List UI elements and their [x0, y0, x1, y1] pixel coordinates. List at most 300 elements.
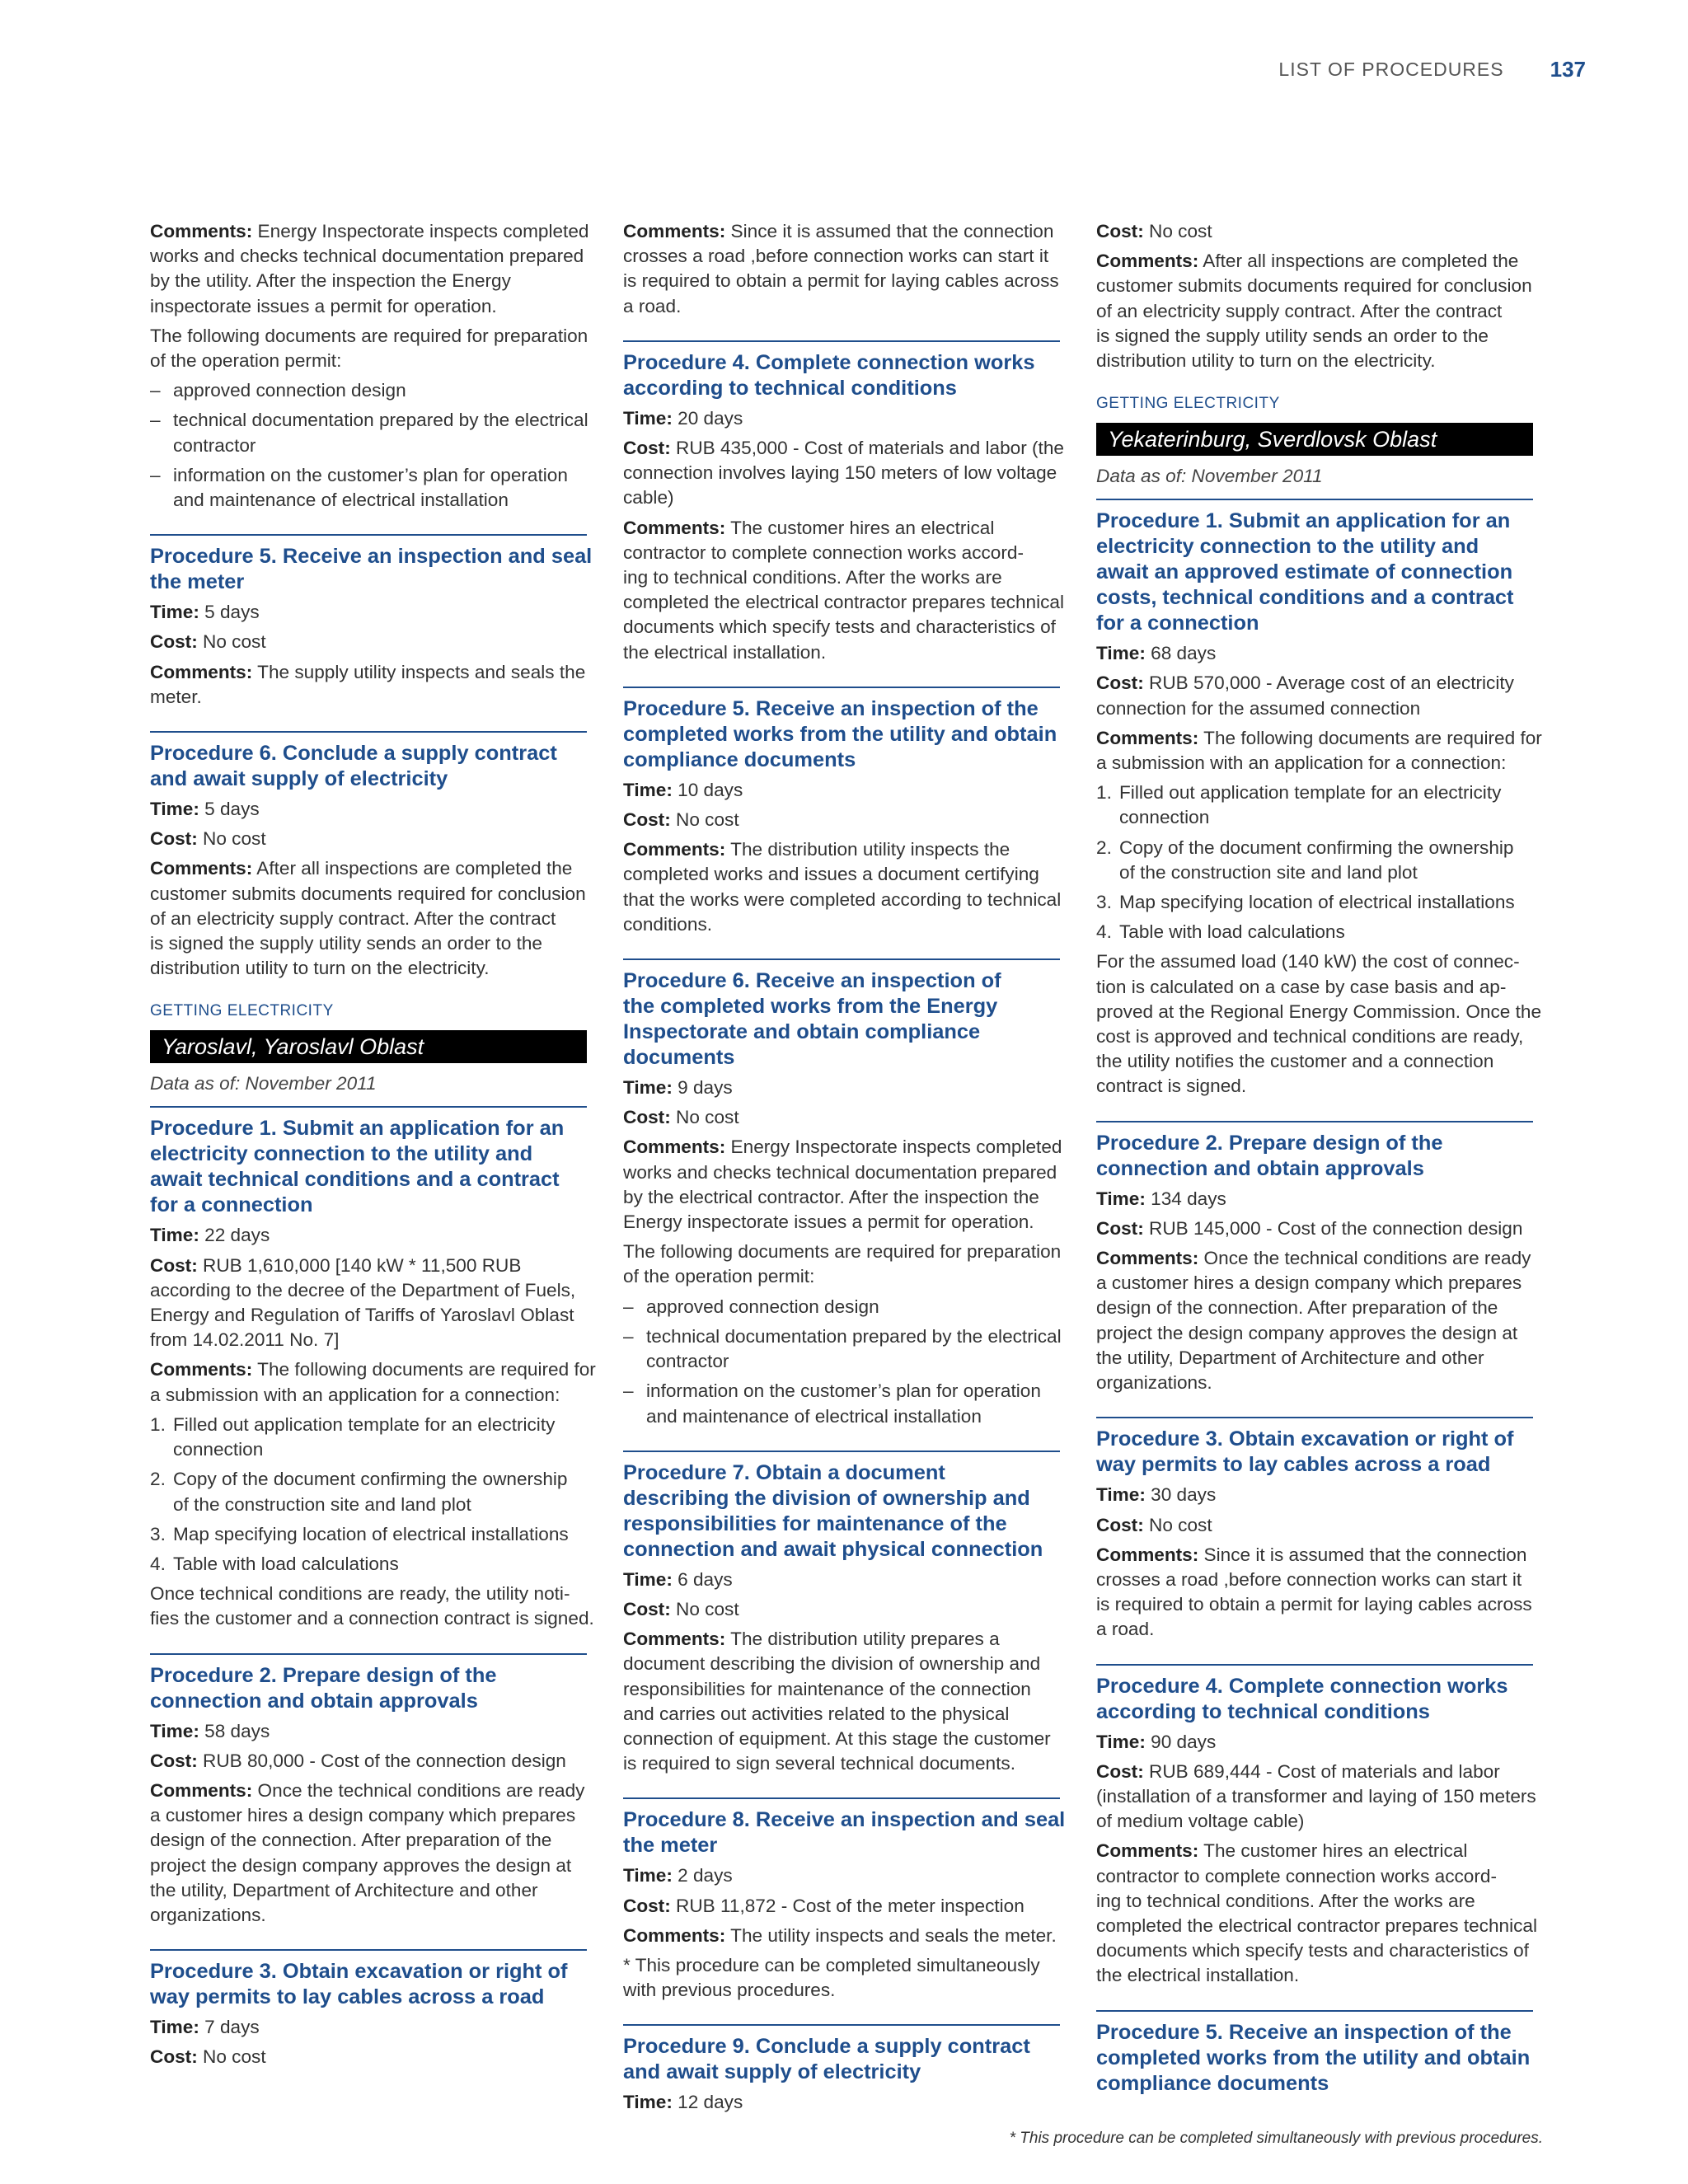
procedure-title-line: responsibilities for maintenance of the	[623, 1511, 1007, 1535]
line-text: 7 days	[199, 2017, 260, 2038]
list-marker: 4.	[1096, 921, 1112, 943]
text-line	[623, 1160, 1060, 1185]
field-label: Time:	[150, 2017, 199, 2038]
text-line	[1096, 1321, 1533, 1346]
line-text: 22 days	[199, 1225, 270, 1246]
text-line	[623, 541, 1060, 565]
text-line	[1096, 1346, 1533, 1371]
procedure-title-line: Inspectorate and obtain compliance	[623, 1020, 981, 1044]
list-item-line: Map specifying location of electrical installations	[173, 1523, 569, 1544]
field-label: Comments:	[623, 839, 726, 860]
line-text: a submission with an application for a connection:	[1096, 752, 1507, 774]
text-line	[623, 1924, 1060, 1948]
text-line	[1096, 1760, 1533, 1784]
procedure-title-line: Procedure 3. Obtain excavation or right of	[150, 1960, 568, 1984]
procedure-title	[1096, 1664, 1533, 1725]
field-label: Comments:	[623, 1137, 726, 1158]
list-item-line: Map specifying location of electrical installations	[1119, 892, 1515, 913]
line-text: Once the technical conditions are ready	[252, 1779, 585, 1801]
line-text: crosses a road ,before connection works can start it	[1096, 1568, 1522, 1590]
data-as-of: Data as of: November 2011	[150, 1073, 377, 1094]
procedure-title-line: await technical conditions and a contract	[150, 1168, 560, 1192]
list-item	[623, 1324, 1060, 1374]
procedure-block	[1096, 499, 1542, 1099]
text-line	[150, 797, 587, 822]
text-line	[623, 1076, 1060, 1100]
text-line	[150, 956, 587, 981]
line-text: distribution utility to turn on the electricity.	[1096, 350, 1436, 372]
procedure-title-line: compliance documents	[623, 748, 856, 771]
field-label: Cost:	[150, 1254, 198, 1276]
line-text: documents which specify tests and characteristics of	[623, 616, 1056, 638]
text-line	[623, 1597, 1060, 1622]
list-item-line: Filled out application template for an electricity	[1119, 782, 1502, 804]
text-line	[1096, 1049, 1533, 1074]
procedure-title-line: Procedure 2. Prepare design of the	[150, 1663, 497, 1687]
procedure-title-line: Procedure 1. Submit an application for an	[1096, 509, 1511, 533]
text-line	[150, 1328, 587, 1352]
line-text: cable)	[623, 487, 674, 509]
text-line	[150, 1606, 594, 1631]
line-text: the electrical installation.	[623, 641, 827, 663]
procedure-title-line: connection and obtain approvals	[150, 1689, 478, 1713]
text-line	[1096, 1809, 1533, 1834]
list-item-line: approved connection design	[173, 380, 406, 401]
procedure-title-line: Procedure 9. Conclude a supply contract	[623, 2035, 1030, 2059]
text-line	[1096, 1864, 1533, 1889]
text-line	[623, 1894, 1060, 1919]
procedure-block	[150, 534, 593, 710]
list-item-line: Filled out application template for an electricity	[173, 1413, 556, 1435]
field-label: Comments:	[1096, 1840, 1199, 1862]
list-item-line: approved connection design	[646, 1296, 879, 1317]
text-line	[150, 1803, 587, 1828]
line-text: No cost	[670, 809, 739, 831]
text-line	[623, 1105, 1060, 1130]
procedure-title	[623, 958, 1060, 1071]
text-line	[150, 600, 587, 625]
text-line	[1096, 1938, 1533, 1963]
text-line	[1096, 1246, 1533, 1271]
procedure-title-line: describing the division of ownership and	[623, 1486, 1030, 1510]
line-text: organizations.	[1096, 1372, 1212, 1394]
procedure-block	[623, 340, 1064, 665]
text-line	[150, 907, 587, 931]
line-text: 2 days	[672, 1865, 733, 1886]
line-text: The following documents are required for	[252, 1359, 596, 1380]
text-line	[623, 461, 1060, 485]
procedure-title-line: way permits to lay cables across a road	[1096, 1453, 1491, 1477]
text-line	[150, 856, 587, 881]
text-line	[623, 1210, 1060, 1235]
field-label: Comments:	[623, 1924, 726, 1946]
line-text: No cost	[1143, 1514, 1212, 1535]
list-item	[150, 408, 587, 457]
procedure-title-line: Procedure 1. Submit an application for an	[150, 1117, 565, 1141]
line-text: contractor to complete connection works accord-	[623, 541, 1024, 563]
procedure-title	[623, 1451, 1060, 1563]
list-item	[150, 463, 587, 513]
procedure-block	[1096, 1664, 1537, 1989]
text-line	[1096, 696, 1533, 721]
text-line	[150, 1854, 587, 1878]
text-line	[623, 1652, 1060, 1676]
line-text: connection of equipment. At this stage the customer	[623, 1727, 1051, 1749]
field-label: Cost:	[150, 828, 198, 850]
field-label: Comments:	[1096, 251, 1199, 272]
line-text: a submission with an application for a connection:	[150, 1384, 560, 1405]
text-line	[623, 1953, 1060, 1978]
text-line	[1096, 219, 1533, 244]
procedure-title-line: according to technical conditions	[1096, 1699, 1430, 1723]
line-text: cost is approved and technical conditions are ready,	[1096, 1026, 1524, 1047]
text-line	[150, 1903, 587, 1928]
procedure-block	[150, 1949, 587, 2069]
section-header	[150, 1002, 587, 1104]
list-marker: 3.	[150, 1523, 166, 1544]
field-label: Time:	[623, 1568, 673, 1590]
list-marker: 1.	[1096, 782, 1112, 804]
line-text: works and checks technical documentation prepared	[623, 1161, 1057, 1183]
procedure-title	[1096, 499, 1533, 636]
text-line	[150, 1383, 587, 1408]
line-text: No cost	[197, 2046, 266, 2068]
text-line	[1096, 671, 1533, 696]
line-text: the utility, Department of Architecture and other	[150, 1879, 538, 1900]
procedure-title-line: connection and obtain approvals	[1096, 1156, 1424, 1180]
line-text: is required to obtain a permit for laying cables across	[1096, 1594, 1532, 1615]
procedure-block	[623, 2024, 1060, 2115]
line-text: design of the connection. After preparation of the	[150, 1830, 552, 1851]
line-text: of the operation permit:	[623, 1266, 815, 1287]
procedure-title-line: and await supply of electricity	[150, 767, 448, 791]
line-text: Energy and Regulation of Tariffs of Yaroslavl Oblast	[150, 1305, 574, 1326]
line-text: 134 days	[1145, 1188, 1226, 1209]
text-line	[623, 837, 1060, 862]
text-line	[150, 2015, 587, 2040]
line-text: distribution utility to turn on the electricity.	[150, 958, 490, 979]
procedure-block	[623, 1451, 1060, 1777]
field-label: Time:	[623, 1077, 673, 1099]
text-line	[623, 862, 1060, 887]
city-banner: Yaroslavl, Yaroslavl Oblast	[150, 1030, 587, 1063]
line-text: completed works and issues a document certifying	[623, 864, 1039, 885]
procedure-title-line: way permits to lay cables across a road	[150, 1985, 545, 2009]
line-text: Since it is assumed that the connection	[725, 221, 1054, 241]
text-line	[1096, 1730, 1533, 1755]
line-text: Energy Inspectorate inspects completed	[252, 221, 589, 241]
field-label: Cost:	[1096, 1514, 1144, 1535]
procedure-title-line: electricity connection to the utility and	[150, 1142, 533, 1166]
text-line	[1096, 1074, 1533, 1099]
footnote: * This procedure can be completed simultaneously with previous procedures.	[1009, 2130, 1543, 2147]
list-item-line: connection	[1119, 807, 1210, 828]
list-item-line: information on the customer’s plan for operation	[646, 1380, 1041, 1402]
procedure-title	[150, 731, 587, 792]
column-3	[1096, 219, 1542, 2118]
section-label: GETTING ELECTRICITY	[1096, 395, 1280, 413]
line-text: tion is calculated on a case by case basis and ap-	[1096, 976, 1507, 997]
field-label: Time:	[150, 602, 199, 623]
text-line	[1096, 1296, 1533, 1320]
line-text: by the electrical contractor. After the inspection the	[623, 1186, 1039, 1207]
text-line	[1096, 1513, 1533, 1538]
list-item-line: Copy of the document confirming the ownership	[1119, 837, 1514, 858]
line-text: contractor to complete connection works accord-	[1096, 1865, 1497, 1886]
page-number: 137	[1550, 56, 1586, 82]
line-text: of an electricity supply contract. After the contract	[150, 907, 556, 929]
list-marker: –	[150, 380, 161, 401]
field-label: Time:	[1096, 643, 1146, 664]
list-item-line: Table with load calculations	[173, 1553, 399, 1574]
line-text: is required to obtain a permit for laying cables across	[623, 270, 1059, 292]
line-text: RUB 689,444 - Cost of materials and labor	[1143, 1760, 1500, 1782]
list-item-line: of the construction site and land plot	[1119, 861, 1418, 883]
text-line	[623, 1185, 1060, 1210]
line-text: from 14.02.2011 No. 7]	[150, 1329, 340, 1351]
field-label: Cost:	[623, 438, 671, 459]
line-text: is signed the supply utility sends an order to the	[150, 933, 543, 954]
line-text: 58 days	[199, 1720, 270, 1741]
text-line	[623, 219, 1060, 244]
list-item-line: and maintenance of electrical installation	[646, 1405, 982, 1427]
procedure-title	[150, 1653, 587, 1714]
list-marker: 2.	[150, 1469, 166, 1490]
procedure-title-line: costs, technical conditions and a contract	[1096, 586, 1514, 610]
list-item	[1096, 780, 1533, 830]
procedure-title-line: the completed works from the Energy	[623, 995, 998, 1019]
field-label: Comments:	[623, 517, 726, 538]
text-line	[623, 615, 1060, 640]
text-line	[150, 324, 587, 349]
procedure-title-line: Procedure 3. Obtain excavation or right of	[1096, 1427, 1514, 1451]
line-text: completed the electrical contractor prepares technical	[1096, 1915, 1537, 1936]
list-marker: 4.	[150, 1553, 166, 1574]
text-line	[150, 219, 587, 244]
field-label: Comments:	[150, 858, 253, 879]
text-line	[623, 485, 1060, 510]
list-item-line: Table with load calculations	[1119, 921, 1345, 943]
procedure-title-line: connection and await physical connection	[623, 1537, 1043, 1561]
line-text: completed the electrical contractor prepares technical	[623, 592, 1064, 613]
text-line	[623, 1702, 1060, 1727]
text-line	[623, 888, 1060, 912]
line-text: conditions.	[623, 913, 713, 935]
field-label: Time:	[623, 407, 673, 429]
list-marker: –	[623, 1325, 634, 1347]
text-line	[623, 640, 1060, 665]
text-line	[1096, 1543, 1533, 1568]
list-item-line: technical documentation prepared by the electrical	[646, 1325, 1062, 1347]
field-label: Comments:	[623, 221, 726, 241]
line-text: with previous procedures.	[623, 1980, 836, 2001]
line-text: proved at the Regional Energy Commission. Once the	[1096, 1001, 1542, 1022]
field-label: Time:	[150, 799, 199, 820]
text-line	[1096, 1914, 1537, 1938]
procedure-block	[1096, 1417, 1533, 1642]
line-text: inspectorate issues a permit for operation.	[150, 295, 497, 316]
procedure-block	[1096, 2010, 1533, 2097]
line-text: that the works were completed according to technical	[623, 888, 1062, 910]
list-item	[623, 1379, 1060, 1428]
text-line	[623, 516, 1060, 541]
list-item-line: connection	[173, 1439, 264, 1460]
procedure-title-line: Procedure 4. Complete connection works	[1096, 1674, 1508, 1698]
text-block	[623, 219, 1060, 319]
text-line	[1096, 726, 1542, 751]
procedure-block	[1096, 1121, 1533, 1396]
text-line	[150, 1357, 596, 1382]
text-line	[1096, 274, 1533, 298]
text-line	[150, 630, 587, 654]
procedure-title-line: for a connection	[1096, 612, 1259, 635]
text-line	[1096, 1568, 1533, 1592]
line-text: * This procedure can be completed simultaneously	[623, 1954, 1040, 1975]
text-line	[150, 931, 587, 956]
procedure-title-line: the meter	[150, 570, 245, 594]
text-line	[150, 349, 587, 373]
procedure-block	[150, 1106, 596, 1631]
line-text: 90 days	[1145, 1731, 1217, 1752]
text-line	[150, 1254, 587, 1278]
line-text: RUB 80,000 - Cost of the connection design	[197, 1750, 566, 1771]
page-header	[1278, 54, 1586, 84]
text-line	[1096, 1024, 1533, 1049]
line-text: RUB 570,000 - Average cost of an electricity	[1143, 673, 1514, 694]
list-marker: –	[150, 464, 161, 485]
list-marker: –	[623, 1296, 634, 1317]
procedure-title-line: and await supply of electricity	[623, 2060, 921, 2084]
text-line	[1096, 1187, 1533, 1212]
list-item	[150, 1467, 587, 1516]
line-text: 5 days	[199, 799, 260, 820]
line-text: (installation of a transformer and laying of 150 meters	[1096, 1785, 1536, 1807]
text-line	[623, 1135, 1060, 1160]
line-text: 30 days	[1145, 1484, 1217, 1506]
line-text: and carries out activities related to the physical	[623, 1703, 1010, 1724]
line-text: organizations.	[150, 1904, 266, 1925]
line-text: design of the connection. After preparation of the	[1096, 1297, 1498, 1319]
line-text: connection for the assumed connection	[1096, 697, 1421, 719]
text-line	[623, 436, 1064, 461]
procedure-title-line: according to technical conditions	[623, 376, 957, 400]
list-item-line: information on the customer’s plan for operation	[173, 464, 568, 485]
text-line	[1096, 641, 1533, 666]
field-label: Comments:	[150, 661, 253, 682]
text-line	[150, 1779, 587, 1803]
line-text: RUB 435,000 - Cost of materials and labor (the	[670, 438, 1064, 459]
list-marker: 1.	[150, 1413, 166, 1435]
field-label: Cost:	[623, 1107, 671, 1128]
field-label: Cost:	[150, 2046, 198, 2068]
line-text: 68 days	[1145, 643, 1217, 664]
line-text: meter.	[150, 686, 202, 707]
procedure-block	[623, 687, 1060, 937]
line-text: No cost	[670, 1107, 739, 1128]
procedure-title-line: Procedure 6. Receive an inspection of	[623, 969, 1001, 993]
text-line	[623, 1751, 1060, 1776]
procedure-title-line: Procedure 5. Receive an inspection and seal	[150, 545, 593, 569]
procedure-block	[150, 731, 587, 981]
text-line	[150, 1719, 587, 1744]
line-text: For the assumed load (140 kW) the cost of connec-	[1096, 951, 1520, 972]
field-label: Cost:	[150, 1750, 198, 1771]
text-line	[1096, 1000, 1542, 1024]
field-label: Time:	[1096, 1188, 1146, 1209]
procedure-title	[623, 340, 1060, 401]
field-label: Cost:	[1096, 673, 1144, 694]
line-text: RUB 145,000 - Cost of the connection design	[1143, 1217, 1523, 1239]
text-line	[1096, 949, 1533, 974]
list-item	[1096, 920, 1533, 944]
text-line	[1096, 299, 1533, 324]
procedure-title	[150, 534, 593, 595]
line-text: The following documents are required for	[1198, 727, 1542, 748]
procedure-block	[150, 1653, 587, 1929]
line-text: customer submits documents required for conclusion	[1096, 275, 1532, 297]
field-label: Cost:	[623, 1598, 671, 1619]
procedure-title	[623, 1797, 1066, 1858]
text-line	[150, 244, 587, 269]
field-label: Cost:	[623, 1895, 671, 1916]
column-1	[150, 219, 596, 2092]
list-item	[150, 1413, 587, 1462]
list-item-line: and maintenance of electrical installation	[173, 490, 509, 511]
list-marker: 3.	[1096, 892, 1112, 913]
line-text: of medium voltage cable)	[1096, 1811, 1305, 1832]
field-label: Time:	[623, 779, 673, 800]
text-line	[623, 2090, 1060, 2115]
line-text: No cost	[197, 828, 266, 850]
line-text: a customer hires a design company which prepares	[1096, 1272, 1522, 1294]
text-line	[623, 1240, 1060, 1264]
text-line	[150, 1582, 587, 1606]
field-label: Comments:	[1096, 1248, 1199, 1269]
line-text: 5 days	[199, 602, 260, 623]
line-text: The distribution utility prepares a	[725, 1629, 1000, 1650]
procedure-block	[623, 1797, 1066, 2003]
procedure-title-line: documents	[623, 1046, 735, 1070]
list-item	[1096, 836, 1533, 885]
line-text: RUB 11,872 - Cost of the meter inspection	[670, 1895, 1025, 1916]
line-text: The customer hires an electrical	[725, 517, 995, 538]
line-text: The utility inspects and seals the meter.	[725, 1924, 1057, 1946]
line-text: the electrical installation.	[1096, 1965, 1300, 1986]
field-label: Time:	[150, 1225, 199, 1246]
text-line	[1096, 324, 1533, 349]
line-text: of the operation permit:	[150, 350, 342, 372]
text-line	[623, 406, 1060, 431]
text-line	[623, 1264, 1060, 1289]
list-item-line: contractor	[173, 434, 256, 456]
line-text: crosses a road ,before connection works can start it	[623, 246, 1049, 267]
line-text: 20 days	[672, 407, 743, 429]
data-as-of: Data as of: November 2011	[1096, 466, 1323, 487]
procedure-title-line: Procedure 6. Conclude a supply contract	[150, 742, 557, 766]
line-text: the utility, Department of Architecture and other	[1096, 1347, 1484, 1368]
line-text: project the design company approves the design at	[1096, 1322, 1518, 1343]
line-text: is signed the supply utility sends an order to the	[1096, 325, 1489, 346]
field-label: Time:	[623, 1865, 673, 1886]
line-text: Once the technical conditions are ready	[1198, 1248, 1531, 1269]
line-text: Energy inspectorate issues a permit for operation.	[623, 1212, 1034, 1233]
line-text: a customer hires a design company which prepares	[150, 1805, 576, 1826]
text-line	[150, 660, 587, 685]
line-text: according to the decree of the Department of Fuels,	[150, 1279, 576, 1301]
line-text: ing to technical conditions. After the works are	[623, 567, 1002, 588]
line-text: customer submits documents required for conclusion	[150, 883, 586, 904]
procedure-title-line: completed works from the utility and obtain	[1096, 2046, 1531, 2069]
